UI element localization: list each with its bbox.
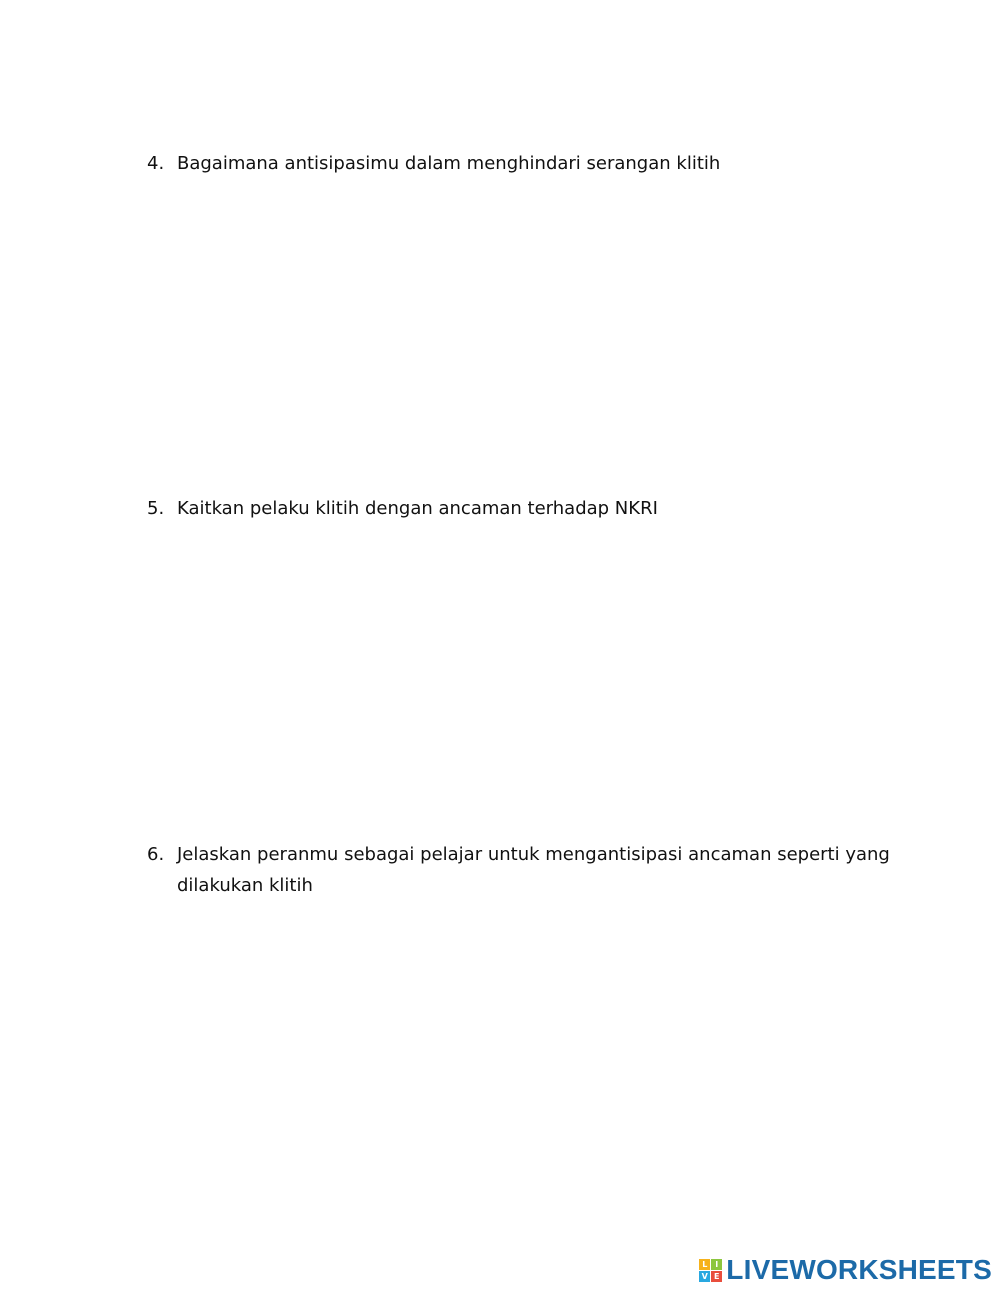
logo-block-l: L (699, 1259, 710, 1270)
logo-blocks-icon (699, 1259, 722, 1282)
question-text: Jelaskan peranmu sebagai pelajar untuk mengantisipasi ancaman seperti yang dilakukan klitih (177, 844, 890, 896)
question-number: 5. (147, 498, 165, 519)
logo-block-v: V (699, 1271, 710, 1282)
logo-block-e: E (711, 1271, 722, 1282)
question-6 (147, 839, 907, 901)
question-text: Bagaimana antisipasimu dalam menghindari serangan klitih (177, 153, 721, 174)
question-text: Kaitkan pelaku klitih dengan ancaman terhadap NKRI (177, 498, 658, 519)
logo-block-i: I (711, 1259, 722, 1270)
question-4 (147, 148, 907, 179)
logo-text: LIVEWORKSHEETS (726, 1254, 992, 1285)
question-5 (147, 493, 907, 524)
liveworksheets-logo (699, 1255, 992, 1285)
question-number: 4. (147, 153, 165, 174)
question-number: 6. (147, 844, 165, 865)
